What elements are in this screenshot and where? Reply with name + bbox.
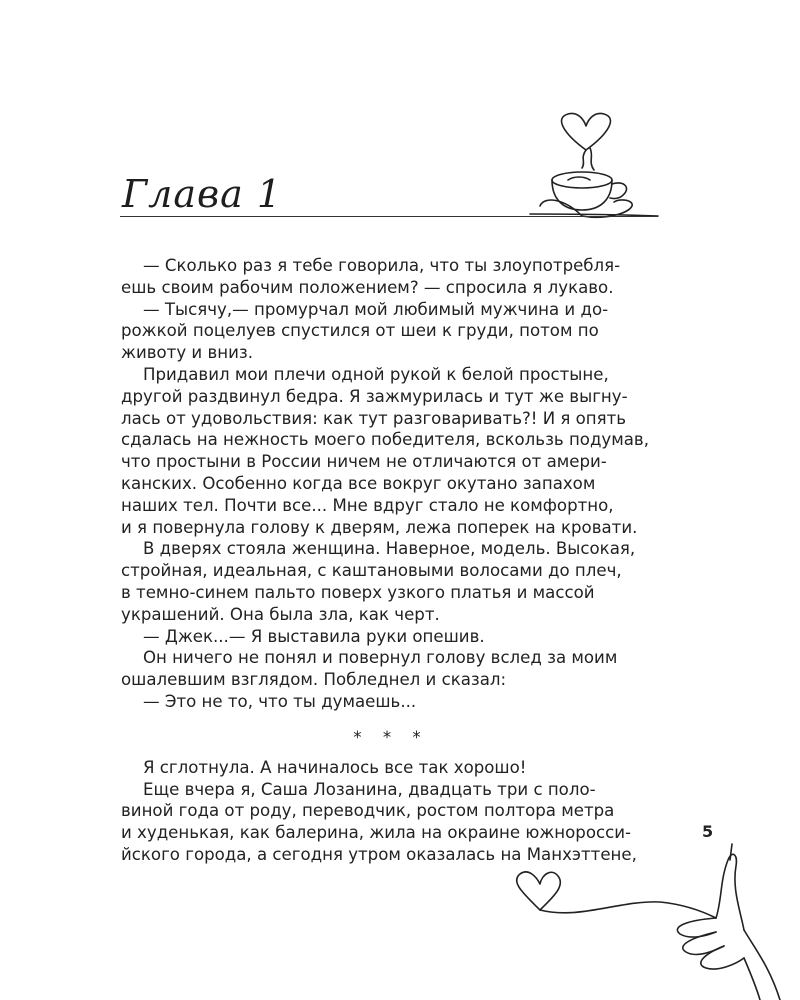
text-line: ошалевшим взглядом. Побледнел и сказал: — [121, 670, 507, 690]
paragraph — [121, 299, 661, 364]
text-line: в темно-синем пальто поверх узкого платья и массой — [121, 582, 595, 602]
coffee-cup-heart-illustration — [524, 110, 664, 222]
text-line: украшений. Она была зла, как черт. — [121, 604, 440, 624]
paragraph — [121, 538, 661, 625]
section-break: * * * — [353, 727, 429, 747]
text-line: и худенькая, как балерина, жила на окраине южноросси- — [121, 823, 632, 843]
paragraph — [121, 626, 661, 648]
paragraph — [121, 757, 661, 779]
text-line: лась от удовольствия: как тут разговаривать?! И я опять — [121, 408, 627, 428]
text-line: канских. Особенно когда все вокруг окутано запахом — [121, 473, 596, 493]
text-line: виной года от роду, переводчик, ростом полтора метра — [121, 801, 615, 821]
text-line: Я сглотнула. А начиналось все так хорошо! — [143, 757, 527, 777]
body-text — [121, 255, 661, 866]
text-line: и я повернула голову к дверям, лежа поперек на кровати. — [121, 517, 638, 537]
chapter-title-underline — [120, 216, 658, 217]
hand-heart-illustration — [480, 840, 800, 1000]
text-line: рожкой поцелуев спустился от шеи к груди, потом по — [121, 321, 599, 341]
text-line: Он ничего не понял и повернул голову вслед за моим — [143, 648, 618, 668]
text-line: — Тысячу,— промурчал мой любимый мужчина и до- — [143, 299, 609, 319]
text-line: ешь своим рабочим положением? — спросила я лукаво. — [121, 277, 614, 297]
paragraph — [121, 647, 661, 691]
text-line: что простыни в России ничем не отличаются от амери- — [121, 452, 607, 472]
text-line: наших тел. Почти все... Мне вдруг стало не комфортно, — [121, 495, 614, 515]
paragraph — [121, 691, 661, 713]
paragraph — [121, 364, 661, 538]
paragraph — [121, 255, 661, 299]
text-line: В дверях стояла женщина. Наверное, модель. Высокая, — [143, 539, 636, 559]
text-line: Придавил мои плечи одной рукой к белой простыне, — [143, 364, 609, 384]
text-line: сдалась на нежность моего победителя, вскользь подумав, — [121, 430, 649, 450]
text-line: Еще вчера я, Саша Лозанина, двадцать три с поло- — [143, 779, 596, 799]
text-line: — Джек...— Я выставила руки опешив. — [143, 626, 485, 646]
text-line: стройная, идеальная, с каштановыми волосами до плеч, — [121, 561, 622, 581]
text-line: — Это не то, что ты думаешь... — [143, 691, 417, 711]
text-line: — Сколько раз я тебе говорила, что ты злоупотребля- — [143, 256, 621, 275]
page-number: 5 — [702, 822, 714, 841]
text-line: другой раздвинул бедра. Я зажмурилась и тут же выгну- — [121, 386, 628, 406]
text-line: йского города, а сегодня утром оказалась на Манхэттене, — [121, 844, 637, 864]
chapter-title: Глава 1 — [122, 172, 283, 216]
text-line: животу и вниз. — [121, 343, 253, 363]
